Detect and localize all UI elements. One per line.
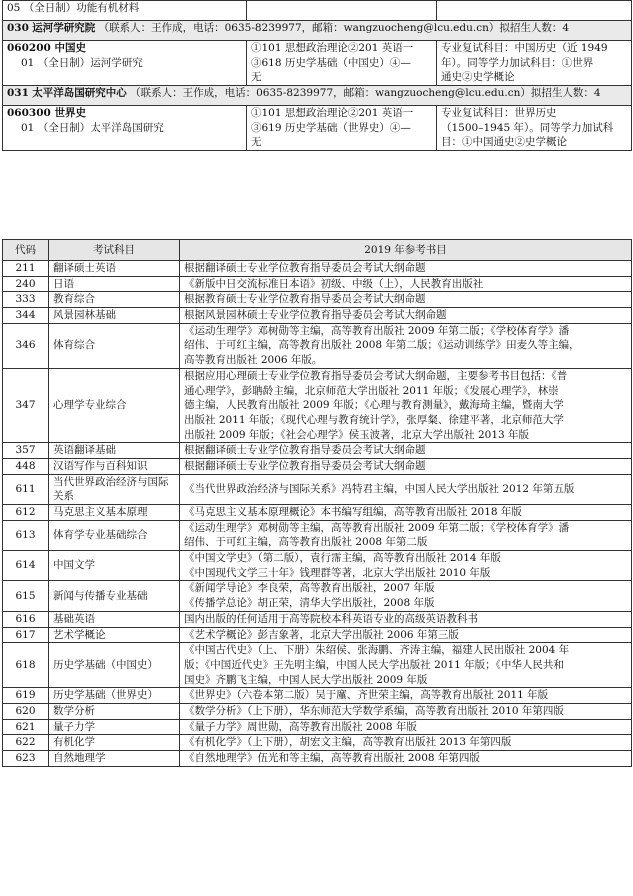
table-row — [3, 735, 632, 751]
row-books — [180, 703, 632, 719]
row-books — [180, 611, 632, 627]
row-code: 613 — [3, 520, 49, 550]
department-header — [3, 86, 632, 106]
row-subject: 历史学基础（世界史） — [49, 688, 180, 704]
row-subject: 汉语写作与百科知识 — [49, 458, 180, 474]
header-subject: 考试科目 — [49, 240, 180, 261]
row-subject: 基础英语 — [49, 611, 180, 627]
research-direction: 01 （全日制）运河学研究 — [21, 56, 143, 69]
department-name: 太平洋岛国研究中心 — [32, 87, 127, 100]
row-books — [180, 308, 632, 324]
book-line: 根据风景园林硕士专业学位教育指导委员会考试大纲命题 — [184, 309, 447, 322]
table-row — [3, 611, 632, 627]
book-line: 国史》齐鹏飞主编，中国人民大学出版社 2009 年版 — [184, 673, 428, 686]
table-row — [3, 261, 632, 277]
table-row — [3, 688, 632, 704]
row-subject: 当代世界政治经济与国际关系 — [49, 474, 180, 504]
table-row — [3, 368, 632, 442]
row-code: 619 — [3, 688, 49, 704]
book-line: 《新版中日交流标准日本语》初级、中级（上），人民教育出版社 — [184, 277, 484, 290]
book-line: 根据翻译硕士专业学位教育指导委员会考试大纲命题 — [184, 459, 426, 472]
direction-cell: 05 （全日制）功能有机材料 — [3, 1, 247, 21]
exam-cell: ①101 思想政治理论②201 英语一 ③619 历史学基础（世界史）④— 无 — [247, 106, 437, 151]
row-subject: 英语翻译基础 — [49, 443, 180, 459]
program-row — [3, 1, 632, 21]
row-code: 620 — [3, 703, 49, 719]
retest-cell — [437, 1, 632, 21]
book-line: 《世界史》（六卷本第二版）吴于廑、齐世荣主编，高等教育出版社 2011 年版 — [184, 689, 549, 702]
department-name: 运河学研究院 — [32, 22, 96, 34]
major-row — [3, 41, 632, 86]
major-row — [3, 106, 632, 151]
row-subject: 艺术学概论 — [49, 627, 180, 643]
row-subject: 日语 — [49, 276, 180, 292]
row-code: 448 — [3, 458, 49, 474]
row-books — [180, 276, 632, 292]
table-row — [3, 627, 632, 643]
row-code: 211 — [3, 261, 49, 277]
book-line: 《中国文学史》（第二版），袁行霈主编，高等教育出版社 2014 年版 — [184, 552, 501, 565]
row-code: 616 — [3, 611, 49, 627]
table-row — [3, 474, 632, 504]
row-subject: 中国文学 — [49, 551, 180, 581]
book-line: 根据应用心理硕士专业学位教育指导委员会考试大纲命题，主要参考书目包括：《普 — [184, 369, 568, 382]
table-header-row — [3, 240, 632, 261]
row-books — [180, 323, 632, 368]
row-subject: 风景园林基础 — [49, 308, 180, 324]
row-code: 622 — [3, 735, 49, 751]
row-code: 614 — [3, 551, 49, 581]
row-books — [180, 458, 632, 474]
row-code: 357 — [3, 443, 49, 459]
row-books — [180, 551, 632, 581]
major-name: 中国史 — [54, 42, 86, 54]
table-row — [3, 505, 632, 521]
book-line: 《运动生理学》邓树勋等主编，高等教育出版社 2009 年第二版；《学校体育学》潘 — [184, 521, 570, 534]
department-contact: （联系人：王作成，电话：0635-8239977，邮箱：wangzuocheng@lcu.edu.cn）拟招生人数：4 — [98, 22, 570, 34]
exam-cell: ①101 思想政治理论②201 英语一 ③618 历史学基础（中国史）④— 无 — [247, 41, 437, 86]
book-line: 《数学分析》（上下册），华东师范大学数学系编，高等教育出版社 2010 年第四版 — [184, 704, 564, 717]
row-code: 623 — [3, 751, 49, 767]
book-line: 《量子力学》周世勋，高等教育出版社 2008 年版 — [184, 720, 417, 733]
row-code: 333 — [3, 292, 49, 308]
book-line: 出版社 2011 年版；《现代心理与教育统计学》，张厚粲、徐建平著，北京师范大学 — [184, 413, 564, 426]
book-line: 绍伟、于可红主编，高等教育出版社 2008 年第二版 — [184, 536, 428, 549]
row-subject: 体育学专业基础综合 — [49, 520, 180, 550]
table-row — [3, 292, 632, 308]
book-line: 《传播学总论》胡正荣，清华大学出版社，2008 年版 — [184, 597, 435, 610]
department-code: 031 — [7, 87, 29, 100]
table-row — [3, 276, 632, 292]
book-line: 《自然地理学》伍光和等主编，高等教育出版社 2008 年第四版 — [184, 752, 480, 764]
table-row — [3, 443, 632, 459]
row-books — [180, 643, 632, 688]
row-subject: 历史学基础（中国史） — [49, 643, 180, 688]
book-line: 《当代世界政治经济与国际关系》冯特君主编，中国人民大学出版社 2012 年第五版 — [184, 482, 575, 495]
row-subject: 新闻与传播专业基础 — [49, 581, 180, 611]
major-code: 060300 — [7, 107, 51, 120]
row-books — [180, 688, 632, 704]
row-code: 618 — [3, 643, 49, 688]
table-row — [3, 643, 632, 688]
row-code: 617 — [3, 627, 49, 643]
book-line: 根据翻译硕士专业学位教育指导委员会考试大纲命题 — [184, 444, 426, 457]
table-row — [3, 719, 632, 735]
row-subject: 教育综合 — [49, 292, 180, 308]
row-subject: 数学分析 — [49, 703, 180, 719]
retest-cell: 专业复试科目：中国历史（近 1949 年）。同等学力加试科目：①世界 通史②史学概论 — [437, 41, 632, 86]
row-subject: 体育综合 — [49, 323, 180, 368]
major-code: 060200 — [7, 42, 51, 54]
book-line: 《运动生理学》邓树勋等主编，高等教育出版社 2009 年第二版；《学校体育学》潘 — [184, 324, 570, 337]
row-code: 611 — [3, 474, 49, 504]
row-books — [180, 292, 632, 308]
table-row — [3, 323, 632, 368]
book-line: 版；《中国近代史》王先明主编，中国人民大学出版社 2011 年版；《中华人民共和 — [184, 658, 564, 671]
table-row — [3, 551, 632, 581]
row-code: 615 — [3, 581, 49, 611]
row-code: 347 — [3, 368, 49, 442]
book-line: 高等教育出版社 2006 年版。 — [184, 354, 323, 367]
book-line: 出版社 2009 年版；《社会心理学》侯玉波著，北京大学出版社 2013 年版 — [184, 428, 530, 441]
row-code: 344 — [3, 308, 49, 324]
table-row — [3, 751, 632, 767]
major-name: 世界史 — [54, 107, 86, 120]
retest-cell: 专业复试科目：世界历史 （1500–1945 年）。同等学力加试科 目：①中国通史②史学概论 — [437, 106, 632, 151]
reference-book-table — [2, 239, 632, 767]
book-line: 绍伟、于可红主编，高等教育出版社 2008 年第二版；《运动训练学》田麦久等主编， — [184, 339, 580, 352]
book-line: 《马克思主义基本原理概论》本书编写组编，高等教育出版社 2018 年版 — [184, 506, 522, 518]
row-books — [180, 719, 632, 735]
research-direction: 01 （全日制）太平洋岛国研究 — [21, 121, 164, 134]
department-code: 030 — [7, 22, 29, 34]
row-subject: 自然地理学 — [49, 751, 180, 767]
book-line: 德主编，人民教育出版社 2009 年版；《心理与教育测量》，戴海琦主编，暨南大学 — [184, 399, 564, 412]
header-code: 代码 — [3, 240, 49, 261]
row-books — [180, 474, 632, 504]
table-row — [3, 458, 632, 474]
book-line: 根据教育硕士专业学位教育指导委员会考试大纲命题 — [184, 293, 426, 306]
row-books — [180, 443, 632, 459]
header-books: 2019 年参考书目 — [180, 240, 632, 261]
row-books — [180, 505, 632, 521]
book-line: 《中国古代史》（上、下册）朱绍侯、张海鹏、齐涛主编，福建人民出版社 2004 年 — [184, 644, 570, 657]
book-line: 《艺术学概论》彭吉象著，北京大学出版社 2006 年第三版 — [184, 628, 459, 641]
book-line: 《中国现代文学三十年》钱理群等著，北京大学出版社 2010 年版 — [184, 566, 491, 579]
row-books — [180, 368, 632, 442]
table-row — [3, 581, 632, 611]
row-books — [180, 751, 632, 767]
book-line: 《有机化学》（上下册），胡宏文主编，高等教育出版社 2013 年第四版 — [184, 736, 512, 749]
program-table — [2, 0, 632, 151]
row-books — [180, 581, 632, 611]
book-line: 根据翻译硕士专业学位教育指导委员会考试大纲命题 — [184, 262, 426, 274]
table-row — [3, 520, 632, 550]
row-subject: 量子力学 — [49, 719, 180, 735]
row-code: 612 — [3, 505, 49, 521]
book-line: 《新闻学导论》李良荣，高等教育出版社，2007 年版 — [184, 582, 435, 595]
row-books — [180, 627, 632, 643]
row-books — [180, 520, 632, 550]
table-body — [3, 261, 632, 767]
exam-cell — [247, 1, 437, 21]
book-line: 通心理学》，彭聃龄主编，北京师范大学出版社 2011 年版；《发展心理学》，林崇 — [184, 384, 559, 397]
row-subject: 马克思主义基本原理 — [49, 505, 180, 521]
row-books — [180, 261, 632, 277]
row-subject: 有机化学 — [49, 735, 180, 751]
table-row — [3, 308, 632, 324]
row-code: 621 — [3, 719, 49, 735]
row-code: 346 — [3, 323, 49, 368]
row-subject: 翻译硕士英语 — [49, 261, 180, 277]
row-books — [180, 735, 632, 751]
row-code: 240 — [3, 276, 49, 292]
book-line: 国内出版的任何适用于高等院校本科英语专业的高级英语教科书 — [184, 612, 478, 625]
table-row — [3, 703, 632, 719]
department-contact: （联系人：王作成，电话：0635-8239977，邮箱：wangzuocheng@lcu.edu.cn）拟招生人数：4 — [130, 87, 601, 100]
row-subject: 心理学专业综合 — [49, 368, 180, 442]
department-header — [3, 21, 632, 41]
